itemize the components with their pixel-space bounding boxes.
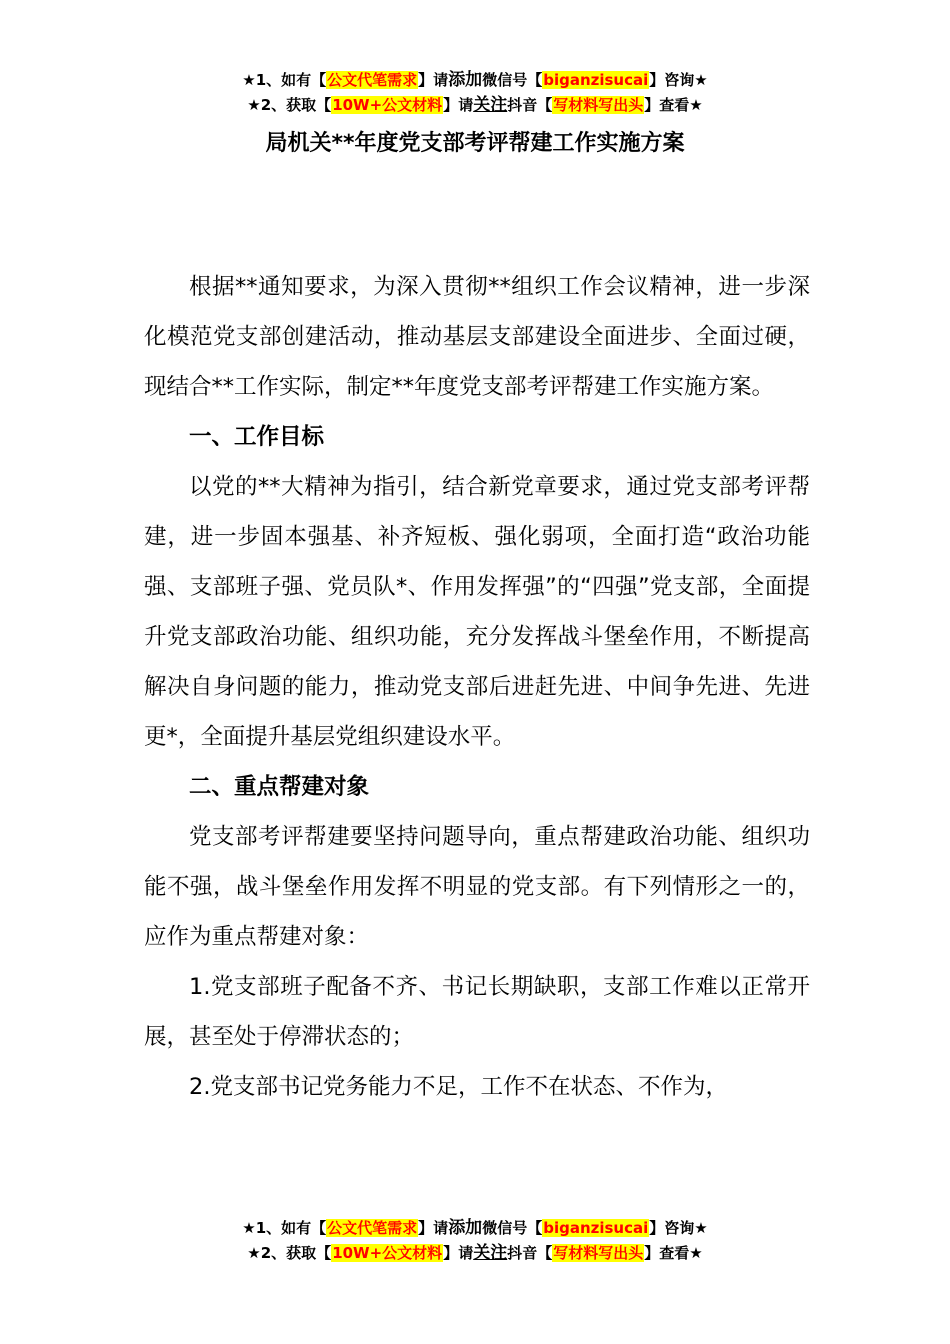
banner-text: 】咨询★ — [649, 71, 708, 89]
banner-highlight: 10W+公文材料 — [332, 1244, 443, 1262]
banner-line-2 — [0, 93, 950, 118]
list-item: 2.党支部书记党务能力不足，工作不在状态、不作为， — [189, 1074, 728, 1100]
banner-text: 】请 — [418, 1219, 449, 1237]
banner-text: 】咨询★ — [649, 1219, 708, 1237]
banner-line-1 — [0, 68, 950, 93]
banner-highlight: biganzisucai — [543, 71, 649, 89]
banner-text: 抖音【 — [507, 1244, 553, 1262]
banner-text: ★2、获取【 — [247, 1244, 332, 1262]
section-heading-targets: 二、重点帮建对象 — [189, 774, 370, 800]
banner-highlight: 写材料写出头 — [553, 1244, 644, 1262]
banner-text: 】请 — [443, 96, 474, 114]
goals-paragraph: 以党的**大精神为指引，结合新党章要求，通过党支部考评帮建，进一步固本强基、补齐短板、强化弱项，全面打造“政治功能强、支部班子强、党员队*、作用发挥强”的“四强”党支部，全面提升党支部政治功能、组织功能，充分发挥战斗堡垒作用，不断提高解决自身问题的能力，推动党支部后进赶先进、中间争先进、先进更*，全面提升基层党组织建设水平。 — [144, 474, 810, 750]
banner-highlight: biganzisucai — [543, 1219, 649, 1237]
intro-paragraph: 根据**通知要求，为深入贯彻**组织工作会议精神，进一步深化模范党支部创建活动，推动基层支部建设全面进步、全面过硬，现结合**工作实际，制定**年度党支部考评帮建工作实施方案。 — [144, 274, 810, 400]
header-banner — [0, 68, 950, 118]
targets-paragraph: 党支部考评帮建要坚持问题导向，重点帮建政治功能、组织功能不强，战斗堡垒作用发挥不明显的党支部。有下列情形之一的，应作为重点帮建对象： — [144, 824, 810, 950]
banner-emphasis: 关注 — [473, 1243, 508, 1263]
banner-emphasis: 关注 — [473, 95, 508, 115]
section-heading-goals: 一、工作目标 — [189, 424, 325, 450]
banner-highlight: 公文代笔需求 — [327, 1219, 418, 1237]
banner-line-2 — [0, 1241, 950, 1266]
banner-text: 】查看★ — [644, 1244, 703, 1262]
footer-banner — [0, 1216, 950, 1266]
banner-text: ★2、获取【 — [247, 96, 332, 114]
banner-highlight: 写材料写出头 — [553, 96, 644, 114]
banner-emphasis: 添加 — [448, 1218, 483, 1238]
banner-highlight: 公文代笔需求 — [327, 71, 418, 89]
banner-text: 微信号【 — [482, 71, 543, 89]
document-body — [144, 262, 810, 1112]
banner-text: 】查看★ — [644, 96, 703, 114]
banner-emphasis: 添加 — [448, 70, 483, 90]
banner-text: 】请 — [418, 71, 449, 89]
banner-line-1 — [0, 1216, 950, 1241]
banner-highlight: 10W+公文材料 — [332, 96, 443, 114]
document-title: 局机关**年度党支部考评帮建工作实施方案 — [265, 131, 685, 156]
banner-text: 微信号【 — [482, 1219, 543, 1237]
banner-text: ★1、如有【 — [242, 71, 327, 89]
banner-text: 抖音【 — [507, 96, 553, 114]
banner-text: ★1、如有【 — [242, 1219, 327, 1237]
banner-text: 】请 — [443, 1244, 474, 1262]
list-item: 1.党支部班子配备不齐、书记长期缺职，支部工作难以正常开展，甚至处于停滞状态的； — [144, 974, 810, 1050]
